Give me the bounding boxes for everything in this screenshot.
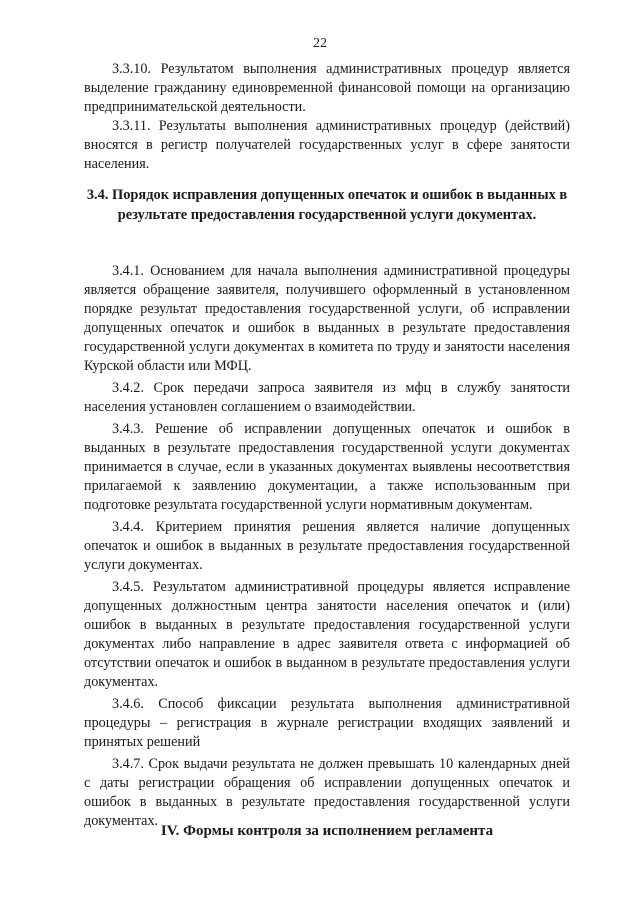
intro-block [84,60,570,174]
page-number: 22 [313,36,327,51]
paragraph-3-3-10: 3.3.10. Результатом выполнения административных процедур является выделение гражданину единовременной финансовой помощи на организацию предпринимательской деятельности. [84,61,570,115]
paragraph-3-4-4: 3.4.4. Критерием принятия решения является наличие допущенных опечаток и ошибок в выданных в результате предоставления государственной услуги документах. [84,519,570,573]
paragraph-3-4-6: 3.4.6. Способ фиксации результата выполнения административной процедуры – регистрация в журнале регистрации входящих заявлений и принятых решений [84,696,570,750]
heading-block [84,186,570,225]
paragraph-3-4-2: 3.4.2. Срок передачи запроса заявителя из мфц в службу занятости населения установлен соглашением о взаимодействии. [84,380,570,415]
paragraph-3-4-5: 3.4.5. Результатом административной процедуры является исправление допущенных должностным центра занятости населения опечаток и (или) ошибок в выданных в результате предоставления государственной услуги документах либо направление в адрес заявителя ответа с информацией об отсутствии опечаток и ошибок в выданном в результате предоставления услуги документах. [84,579,570,690]
paragraph-3-4-1: 3.4.1. Основанием для начала выполнения административной процедуры является обращение заявителя, получившего оформленный в установленном порядке результат предоставления государственной услуги, об исправлении допущенных опечаток и ошибок в выданных в результате предоставления государственной услуги документах в комитета по труду и занятости населения Курской области или МФЦ. [84,263,570,374]
section-title: IV. Формы контроля за исполнением регламента [160,823,494,839]
paragraph-3-4-3: 3.4.3. Решение об исправлении допущенных опечаток и ошибок в выданных в результате предоставления государственной услуги документах принимается в случае, если в указанных документах выявлены несоответствия прилагаемой к заявлению документации, а также использованным при подготовке результата государственной услуги нормативным документам. [84,421,570,513]
paragraph-3-4-7: 3.4.7. Срок выдачи результата не должен превышать 10 календарных дней с даты регистрации обращения об исправлении допущенных опечаток и ошибок в выданных в результате предоставления государственной услуги документах. [84,756,570,829]
subsection-heading: 3.4. Порядок исправления допущенных опечаток и ошибок в выданных в результате предоставления государственной услуги документах. [86,187,568,223]
paragraph-3-3-11: 3.3.11. Результаты выполнения административных процедур (действий) вносятся в регистр получателей государственных услуг в сфере занятости населения. [84,118,570,172]
main-block [84,262,570,831]
